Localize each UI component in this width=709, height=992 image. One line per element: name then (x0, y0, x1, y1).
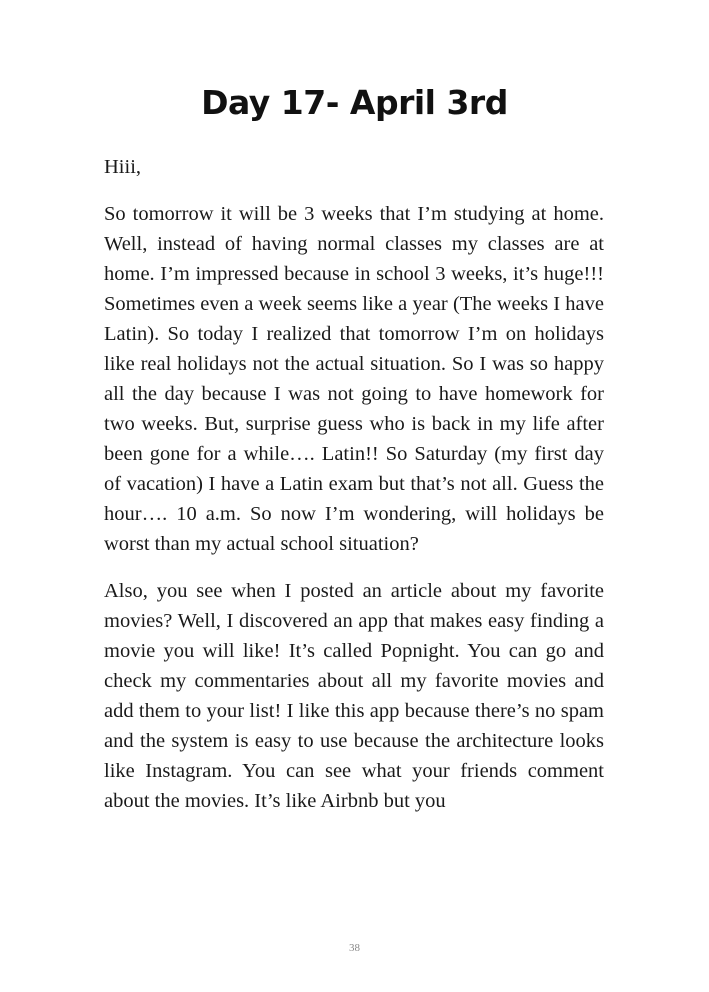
page-title: Day 17- April 3rd (201, 83, 508, 122)
greeting-paragraph: Hiii, (104, 156, 142, 178)
paragraph-popnight: Also, you see when I posted an article about my favorite movies? Well, I discovered an app that makes easy finding a movie you will like! It’s called Popnight. You can go and check my commentaries about all my favorite movies and add them to your list! I like this app because there’s no spam and the system is easy to use because the architecture looks like Instagram. You can see what your friends comment about the movies. It’s like Airbnb but you (104, 580, 604, 812)
body-text (104, 152, 604, 833)
paragraph-latin: So tomorrow it will be 3 weeks that I’m studying at home. Well, instead of having normal classes my classes are at home. I’m impressed because in school 3 weeks, it’s huge!!! Sometimes even a week seems like a year (The weeks I have Latin). So today I realized that tomorrow I’m on holidays like real holidays not the actual situation. So I was so happy all the day because I was not going to have homework for two weeks. But, surprise guess who is back in my life after been gone for a while…. Latin!! So Saturday (my first day of vacation) I have a Latin exam but that’s not all. Guess the hour…. 10 a.m. So now I’m wondering, will holidays be worst than my actual school situation? (104, 203, 604, 555)
page-number: 38 (349, 942, 360, 954)
